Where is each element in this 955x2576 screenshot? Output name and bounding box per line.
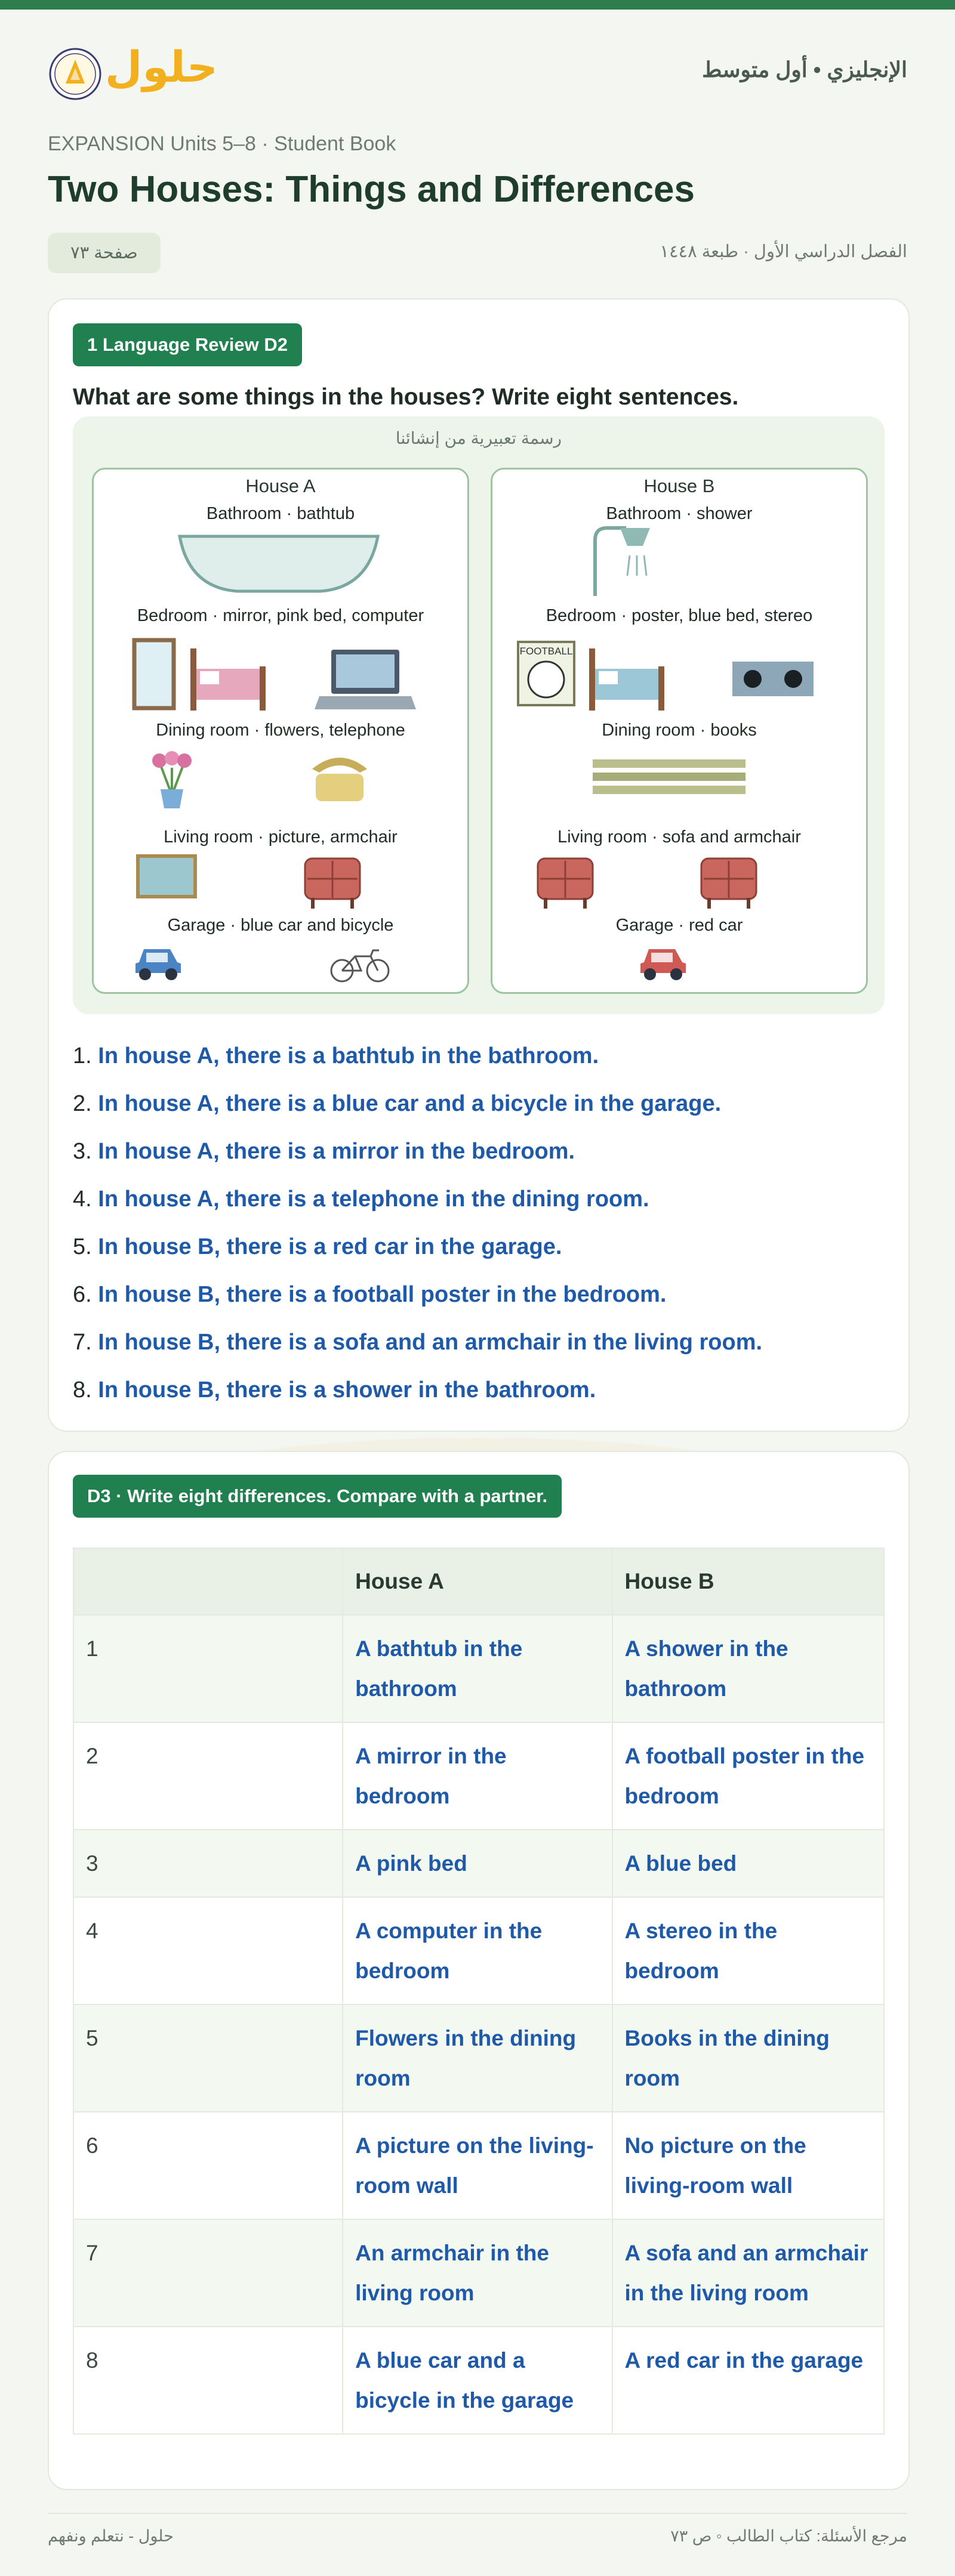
language-review-card — [48, 298, 910, 1432]
answer-item — [73, 1277, 885, 1324]
house-b-bathroom-label: Bathroom · shower — [606, 504, 753, 523]
answer-text: In house A, there is a bathtub in the bathroom. — [98, 1043, 599, 1068]
answer-number: 8. — [73, 1377, 92, 1403]
computer-icon — [315, 648, 416, 711]
house-a-garage-label: Garage · blue car and bicycle — [167, 916, 394, 935]
house-a-panel — [92, 468, 469, 994]
row-number: 5 — [73, 2004, 343, 2112]
poster-text: FOOTBALL — [519, 645, 573, 657]
answer-item — [73, 1181, 885, 1229]
house-b-garage-label: Garage · red car — [615, 916, 743, 935]
blue-bed-icon — [588, 648, 666, 711]
answer-text: In house B, there is a football poster in the bedroom. — [98, 1282, 667, 1307]
house-b-cell: A blue bed — [612, 1830, 884, 1897]
answer-number: 7. — [73, 1330, 92, 1355]
answer-text: In house B, there is a shower in the bathroom. — [98, 1377, 596, 1403]
page-number-badge: صفحة ٧٣ — [48, 233, 161, 273]
armchair-b-icon — [699, 855, 759, 910]
house-a-cell: A picture on the living-room wall — [343, 2112, 612, 2219]
house-a-dining-label: Dining room · flowers, telephone — [156, 721, 405, 740]
books-icon — [593, 758, 745, 796]
table-row — [73, 1897, 884, 2004]
table-row — [73, 2112, 884, 2219]
row-number: 1 — [73, 1615, 343, 1722]
house-a-cell: An armchair in the living room — [343, 2219, 612, 2327]
flowers-icon — [146, 750, 198, 810]
answer-text: In house A, there is a blue car and a bicycle in the garage. — [98, 1091, 722, 1116]
brand-logo[interactable] — [48, 41, 221, 106]
subject-label: الإنجليزي • أول متوسط — [702, 57, 907, 82]
house-a-cell: A computer in the bedroom — [343, 1897, 612, 2004]
differences-table — [73, 1548, 885, 2435]
house-b-dining-label: Dining room · books — [602, 721, 757, 740]
house-a-cell: A mirror in the bedroom — [343, 1722, 612, 1830]
book-kicker: EXPANSION Units 5–8 · Student Book — [48, 132, 396, 155]
answer-text: In house B, there is a sofa and an armchair in the living room. — [98, 1330, 763, 1355]
page-header — [48, 36, 907, 113]
section-badge: D3 · Write eight differences. Compare with a partner. — [73, 1475, 562, 1518]
answer-number: 4. — [73, 1187, 92, 1212]
answer-item — [73, 1229, 885, 1277]
answer-number: 3. — [73, 1139, 92, 1164]
bathtub-icon — [177, 533, 380, 595]
house-b-cell: No picture on the living-room wall — [612, 2112, 884, 2219]
footer-divider — [48, 2513, 907, 2514]
armchair-icon — [303, 855, 362, 910]
answer-number: 5. — [73, 1234, 92, 1259]
row-number: 4 — [73, 1897, 343, 2004]
bicycle-icon — [329, 948, 391, 984]
table-row — [73, 1830, 884, 1897]
section-badge: 1 Language Review D2 — [73, 323, 302, 366]
top-accent-bar — [0, 0, 955, 10]
row-number: 7 — [73, 2219, 343, 2327]
table-row — [73, 1615, 884, 1722]
table-row — [73, 2327, 884, 2434]
stereo-icon — [731, 659, 815, 699]
answer-item — [73, 1324, 885, 1372]
house-a-cell: A blue car and a bicycle in the garage — [343, 2327, 612, 2434]
answer-item — [73, 1086, 885, 1133]
houses-picture — [73, 416, 885, 1014]
column-header — [73, 1548, 343, 1615]
picture-frame-icon — [135, 854, 198, 899]
house-b-living-label: Living room · sofa and armchair — [557, 827, 801, 847]
answer-number: 2. — [73, 1091, 92, 1116]
picture-caption: رسمة تعبيرية من إنشائنا — [395, 429, 562, 447]
table-row — [73, 2219, 884, 2327]
answer-item — [73, 1038, 885, 1086]
house-b-cell: A football poster in the bedroom — [612, 1722, 884, 1830]
table-row — [73, 2004, 884, 2112]
answer-item — [73, 1372, 885, 1420]
answer-item — [73, 1133, 885, 1181]
pink-bed-icon — [189, 648, 267, 711]
table-header-row — [73, 1548, 884, 1615]
logo-emblem-icon — [48, 47, 103, 101]
house-a-bathroom-label: Bathroom · bathtub — [206, 504, 355, 523]
house-b-title: House B — [643, 475, 715, 496]
answer-text: In house A, there is a telephone in the dining room. — [98, 1187, 649, 1212]
football-poster-icon — [516, 640, 576, 707]
sofa-icon — [535, 855, 595, 910]
house-a-cell: Flowers in the dining room — [343, 2004, 612, 2112]
row-number: 2 — [73, 1722, 343, 1830]
question-text: What are some things in the houses? Write eight sentences. — [73, 384, 739, 410]
answer-text: In house B, there is a red car in the garage. — [98, 1234, 562, 1259]
answer-number: 1. — [73, 1043, 92, 1068]
house-b-cell: A red car in the garage — [612, 2327, 884, 2434]
house-b-bedroom-label: Bedroom · poster, blue bed, stereo — [546, 606, 813, 625]
differences-card — [48, 1451, 910, 2490]
house-a-living-label: Living room · picture, armchair — [164, 827, 398, 847]
answer-text: In house A, there is a mirror in the bedroom. — [98, 1139, 575, 1164]
house-a-cell: A bathtub in the bathroom — [343, 1615, 612, 1722]
red-car-icon — [638, 944, 688, 981]
house-b-panel — [491, 468, 868, 994]
mirror-icon — [132, 638, 176, 711]
answer-number: 6. — [73, 1282, 92, 1307]
term-label: الفصل الدراسي الأول · طبعة ١٤٤٨ — [660, 242, 907, 261]
telephone-icon — [309, 749, 371, 804]
row-number: 6 — [73, 2112, 343, 2219]
row-number: 3 — [73, 1830, 343, 1897]
house-a-title: House A — [245, 475, 316, 496]
blue-car-icon — [133, 944, 183, 981]
footer-reference: مرجع الأسئلة: كتاب الطالب ◦ ص ٧٣ — [670, 2527, 907, 2545]
table-row — [73, 1722, 884, 1830]
house-a-bedroom-label: Bedroom · mirror, pink bed, computer — [137, 606, 424, 625]
page-title: Two Houses: Things and Differences — [48, 169, 695, 210]
house-b-cell: A shower in the bathroom — [612, 1615, 884, 1722]
column-header: House A — [343, 1548, 612, 1615]
house-b-cell: A sofa and an armchair in the living room — [612, 2219, 884, 2327]
footer-tagline: حلول - نتعلم ونفهم — [48, 2527, 174, 2545]
row-number: 8 — [73, 2327, 343, 2434]
house-b-cell: A stereo in the bedroom — [612, 1897, 884, 2004]
column-header: House B — [612, 1548, 884, 1615]
house-a-cell: A pink bed — [343, 1830, 612, 1897]
answer-list — [73, 1038, 885, 1420]
house-b-cell: Books in the dining room — [612, 2004, 884, 2112]
shower-icon — [588, 522, 654, 596]
brand-name: حلول — [105, 42, 218, 92]
